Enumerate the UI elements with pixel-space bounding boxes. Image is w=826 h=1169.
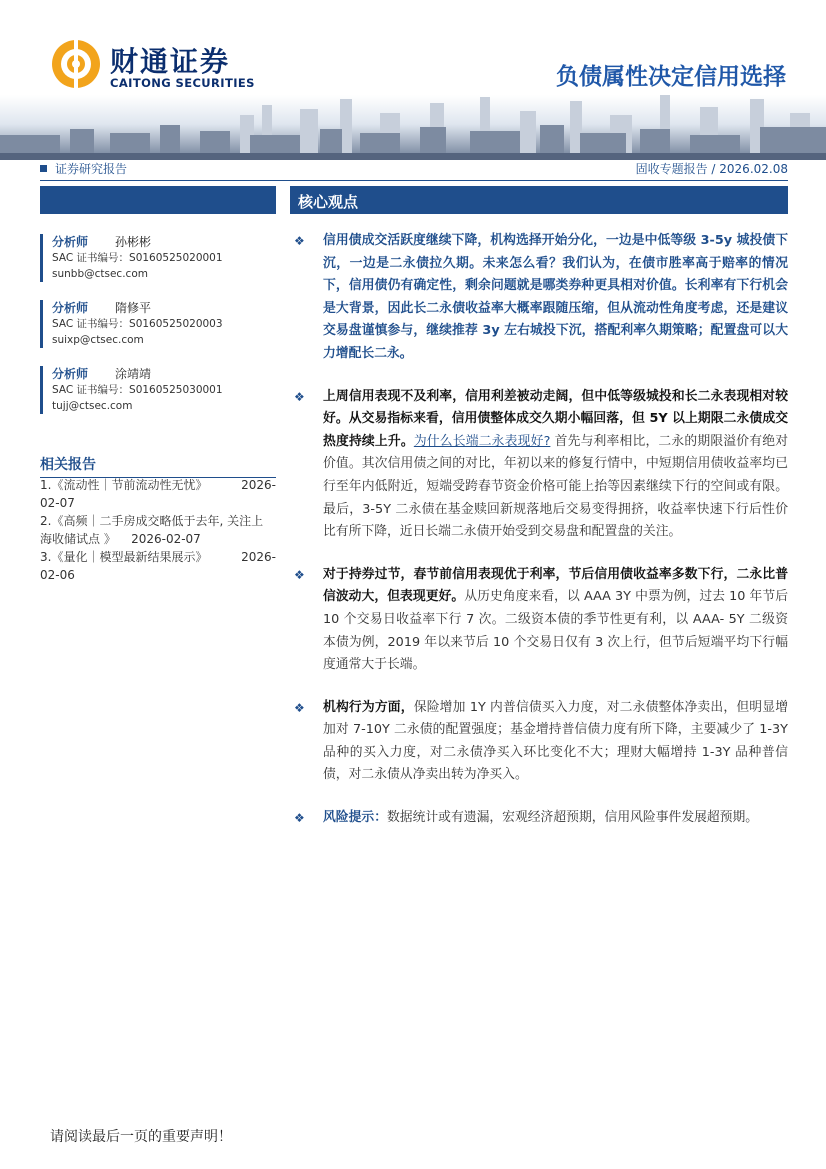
analyst-name: 孙彬彬 bbox=[115, 235, 152, 249]
section-title: 核心观点 bbox=[298, 193, 359, 211]
analyst-sac: SAC 证书编号：S0160525030001 bbox=[52, 384, 223, 396]
analyst-email[interactable]: tujj@ctsec.com bbox=[52, 400, 133, 412]
analyst-card bbox=[40, 300, 276, 348]
analyst-email[interactable]: sunbb@ctsec.com bbox=[52, 268, 148, 280]
sidebar-header-bar bbox=[40, 186, 276, 214]
analyst-sac: SAC 证书编号：S0160525020001 bbox=[52, 252, 223, 264]
core-view-item: ❖ 机构行为方面，保险增加 1Y 内普信债买入力度，对二永债整体净卖出，但明显增加对 7-10Y 二永债的配置强度；基金增持普信债力度有所下降，主要减少了 1-3Y 品种的买入力度，对二永债净买入环比变化不大；理财大幅增持 1-3Y 品种普信债，对二永债从净卖出转为净买入。 bbox=[290, 697, 788, 787]
related-report-link[interactable]: 1.《流动性｜节前流动性无忧》 2026- 02-07 bbox=[40, 478, 276, 510]
analyst-role: 分析师 bbox=[52, 367, 89, 381]
brand-name-en: CAITONG SECURITIES bbox=[110, 76, 255, 90]
analyst-name: 涂靖靖 bbox=[115, 367, 152, 381]
report-category-date: 固收专题报告 / 2026.02.08 bbox=[635, 162, 788, 176]
core-view-item: ❖ 上周信用表现不及利率，信用利差被动走阔，但中低等级城投和长二永表现相对较好。从交易指标来看，信用债整体成交久期小幅回落，但 5Y 以上期限二永债成交热度持续上升。为什么长端二永表现好? 首先与利率相比，二永的期限溢价有绝对价值。其次信用债之间的对比，年初以来的修复行情中，中短期信用债收益率均已行至年内低附近，短端受跨春节资金价格可能上抬等因素继续下行的空间或有限。最后，3-5Y 二永债在基金赎回新规落地后交易变得拥挤，收益率快速下行后性价比有所下降，近日长端二永债开始受到交易盘和配置盘的关注。 bbox=[290, 386, 788, 544]
city-skyline-banner bbox=[0, 95, 826, 160]
analyst-role: 分析师 bbox=[52, 301, 89, 315]
report-type-label: 证券研究报告 bbox=[55, 162, 128, 176]
analyst-card bbox=[40, 234, 276, 282]
section-header-bar bbox=[290, 186, 788, 214]
analyst-email[interactable]: suixp@ctsec.com bbox=[52, 334, 144, 346]
core-view-item: ❖ 信用债成交活跃度继续下降，机构选择开始分化，一边是中低等级 3-5y 城投债下沉，一边是二永债拉久期。未来怎么看？我们认为，在债市胜率高于赔率的情况下，信用债仍有确定性，剩余问题就是哪类券种更具相对价值。长利率有下行机会是大背景，因此长二永债收益率大概率跟随压缩，但从流动性角度考虑，还是建议交易盘谨慎参与，继续推荐 3y 左右城投下沉，搭配利率久期策略；配置盘可以大力增配长二永。 bbox=[290, 230, 788, 366]
core-view-item: ❖ 对于持券过节，春节前信用表现优于利率，节后信用债收益率多数下行，二永比普信波动大，但表现更好。从历史角度来看，以 AAA 3Y 中票为例，过去 10 年节后 10 个交易日收益率下行 7 次。二级资本债的季节性更有利，以 AAA- 5Y 二级资本债为例，2019 年以来节后 10 个交易日仅有 3 次上行，但节后短端平均下行幅度通常大于长端。 bbox=[290, 564, 788, 677]
related-report-link[interactable]: 2.《高频｜二手房成交略低于去年, 关注上 海收储试点 》 2026-02-07 bbox=[40, 514, 264, 546]
related-report-link[interactable]: 3.《量化｜模型最新结果展示》 2026- 02-06 bbox=[40, 550, 276, 582]
core-views-list bbox=[290, 230, 788, 850]
caitong-logo-icon bbox=[50, 38, 102, 90]
diamond-bullet-icon: ❖ bbox=[294, 234, 305, 248]
inline-link[interactable]: 为什么长端二永表现好? bbox=[413, 433, 551, 449]
page-header bbox=[0, 0, 826, 160]
diamond-bullet-icon: ❖ bbox=[294, 700, 305, 715]
diamond-bullet-icon: ❖ bbox=[294, 567, 305, 582]
related-reports-list bbox=[40, 476, 276, 584]
square-bullet-icon bbox=[40, 165, 47, 172]
report-title: 负债属性决定信用选择 bbox=[556, 64, 786, 90]
brand-name-cn: 财通证券 bbox=[110, 45, 231, 78]
diamond-bullet-icon: ❖ bbox=[294, 811, 305, 826]
meta-bar bbox=[40, 160, 788, 181]
disclaimer-note: 请阅读最后一页的重要声明！ bbox=[50, 1129, 232, 1145]
analyst-sac: SAC 证书编号：S0160525020003 bbox=[52, 318, 223, 330]
core-view-item: ❖ 风险提示：数据统计或有遗漏，宏观经济超预期，信用风险事件发展超预期。 bbox=[290, 807, 788, 830]
analyst-name: 隋修平 bbox=[115, 301, 152, 315]
related-reports-title: 相关报告 bbox=[40, 454, 276, 478]
analyst-role: 分析师 bbox=[52, 235, 89, 249]
analyst-card bbox=[40, 366, 276, 414]
report-type bbox=[40, 160, 127, 177]
diamond-bullet-icon: ❖ bbox=[294, 389, 305, 404]
